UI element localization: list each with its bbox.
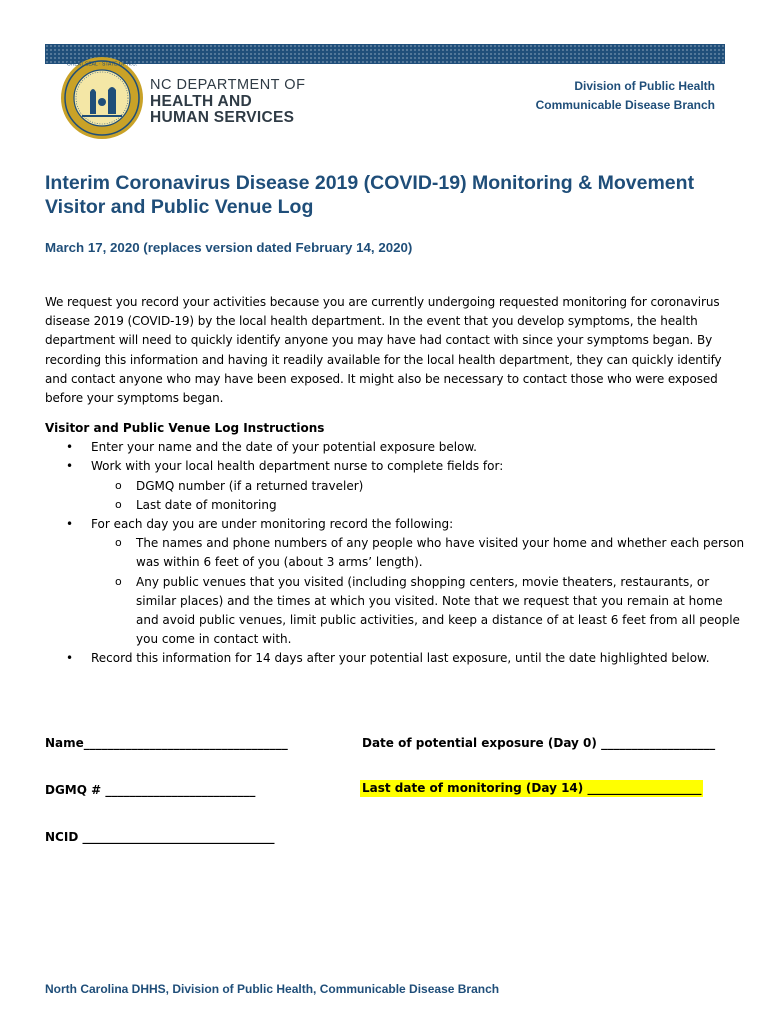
list-item-text: The names and phone numbers of any people who have visited your home and whether each person was within 6 feet of you (about 3 arms’ length). <box>136 536 745 570</box>
department-line3: HUMAN SERVICES <box>150 109 295 126</box>
exposure-date-field[interactable]: Date of potential exposure (Day 0) ___________________ <box>362 736 716 750</box>
title-line1: Interim Coronavirus Disease 2019 (COVID-19) Monitoring & Movement <box>45 172 695 194</box>
division-block <box>536 77 715 115</box>
department-line2: HEALTH AND <box>150 92 253 110</box>
list-item <box>45 515 745 649</box>
sub-list <box>91 477 745 515</box>
last-date-highlight: Last date of monitoring (Day 14) ___________________ <box>362 781 702 795</box>
document-date: March 17, 2020 (replaces version dated February 14, 2020) <box>45 240 413 255</box>
title-line2: Visitor and Public Venue Log <box>45 196 314 218</box>
list-item-text: DGMQ number (if a returned traveler) <box>136 478 364 493</box>
sub-list-item <box>91 573 745 650</box>
list-item <box>45 649 745 668</box>
list-item-text: Enter your name and the date of your potential exposure below. <box>91 440 477 455</box>
seal-text: GREAT SEAL · STATE OF N.C. <box>66 61 138 68</box>
list-item <box>45 457 745 515</box>
document-title <box>45 171 745 219</box>
sub-list-item <box>91 496 745 515</box>
sub-list <box>91 534 745 649</box>
dgmq-field[interactable]: DGMQ # _________________________ <box>45 783 256 797</box>
list-item-text: Record this information for 14 days after your potential last exposure, until the date highlighted below. <box>91 651 710 666</box>
list-item-text: Any public venues that you visited (including shopping centers, movie theaters, restaurants, or similar places) and the times at which you visited. Note that we request that you remain at home and avoid public venues, limit public activities, and keep a distance of at least 6 feet from all people you come in contact with. <box>136 574 740 647</box>
branch-name: Communicable Disease Branch <box>535 98 715 112</box>
sub-list-item <box>91 477 745 496</box>
list-item-text: For each day you are under monitoring record the following: <box>91 517 454 532</box>
footer-text: North Carolina DHHS, Division of Public Health, Communicable Disease Branch <box>45 982 500 996</box>
last-date-field[interactable] <box>360 781 703 795</box>
department-wordmark <box>150 78 305 126</box>
ncid-field[interactable]: NCID ________________________________ <box>45 830 275 844</box>
instructions-section <box>45 419 745 669</box>
list-item-text: Last date of monitoring <box>136 497 277 512</box>
sub-list-item <box>91 534 745 572</box>
instructions-heading: Visitor and Public Venue Log Instructions <box>45 421 325 435</box>
instructions-list <box>45 438 745 668</box>
header-band <box>45 44 725 64</box>
nc-state-seal-logo <box>60 56 144 140</box>
name-field[interactable]: Name__________________________________ <box>45 736 288 750</box>
intro-paragraph: We request you record your activities because you are currently undergoing requested monitoring for coronavirus disease 2019 (COVID-19) by the local health department. In the event that you develop symptoms, the health department will need to quickly identify anyone you may have had contact with since your symptoms began. By recording this information and having it readily available for the local health department, they can quickly identify and contact anyone who may have been exposed. It might also be necessary to contact those who were exposed before your symptoms began. <box>45 295 722 406</box>
division-name: Division of Public Health <box>574 79 715 93</box>
department-line1: NC DEPARTMENT OF <box>150 77 306 93</box>
list-item <box>45 438 745 457</box>
list-item-text: Work with your local health department nurse to complete fields for: <box>91 459 504 474</box>
